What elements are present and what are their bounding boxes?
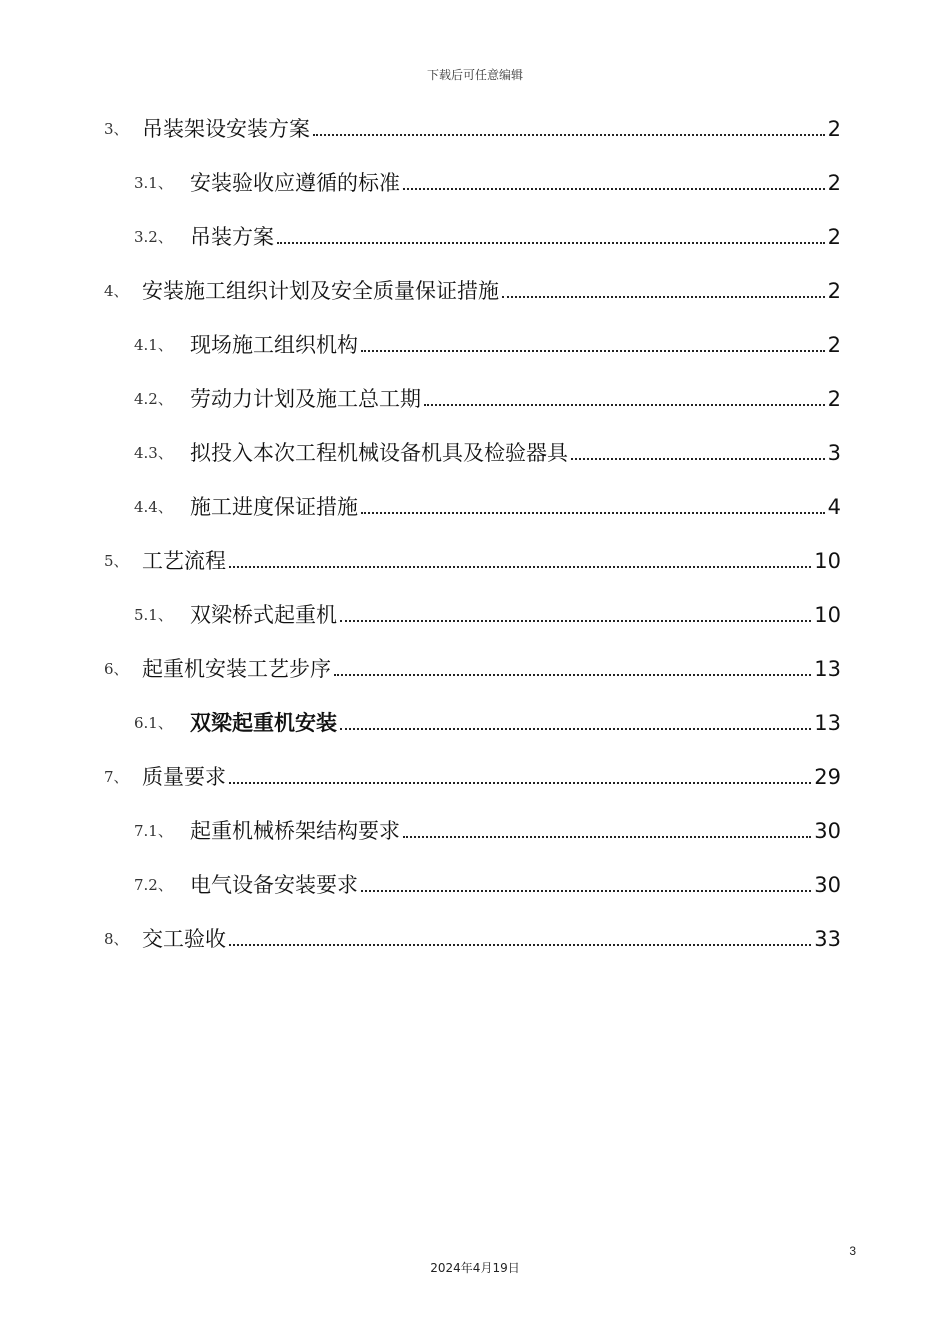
toc-dot-leader	[277, 242, 825, 244]
toc-entry-page: 2	[827, 170, 841, 195]
toc-dot-leader	[313, 134, 825, 136]
toc-entry[interactable]	[0, 912, 950, 966]
toc-entry-title: 吊装方案	[190, 224, 274, 249]
toc-dot-leader	[502, 296, 825, 298]
toc-dot-leader	[361, 350, 825, 352]
toc-dot-leader	[334, 674, 811, 676]
footer-date: 2024年4月19日	[430, 1261, 520, 1275]
toc-entry-page: 30	[814, 818, 841, 843]
toc-entry-page: 4	[827, 494, 841, 519]
toc-entry-number: 8、	[104, 929, 129, 948]
toc-entry-number: 6、	[104, 659, 129, 678]
toc-entry-page: 2	[827, 224, 841, 249]
toc-entry-title: 双梁桥式起重机	[190, 602, 337, 627]
toc-dot-leader	[571, 458, 825, 460]
toc-entry-number: 3.2、	[134, 227, 173, 246]
toc-entry-title: 施工进度保证措施	[190, 494, 358, 519]
toc-entry-number: 4.3、	[134, 443, 173, 462]
toc-entry[interactable]	[0, 318, 950, 372]
toc-entry-page: 29	[814, 764, 841, 789]
toc-entry-number: 4.4、	[134, 497, 173, 516]
toc-entry-title: 安装验收应遵循的标准	[190, 170, 400, 195]
toc-entry[interactable]	[0, 696, 950, 750]
toc-entry[interactable]	[0, 210, 950, 264]
toc-entry-page: 10	[814, 548, 841, 573]
toc-entry[interactable]	[0, 480, 950, 534]
toc-entry-title: 工艺流程	[142, 548, 226, 573]
toc-entry-number: 5.1、	[134, 605, 173, 624]
toc-dot-leader	[229, 782, 811, 784]
toc-entry-page: 33	[814, 926, 841, 951]
toc-entry-title: 吊装架设安装方案	[142, 116, 310, 141]
toc-entry-title: 现场施工组织机构	[190, 332, 358, 357]
toc-entry-number: 4.1、	[134, 335, 173, 354]
toc-entry-page: 3	[827, 440, 841, 465]
toc-entry-title: 质量要求	[142, 764, 226, 789]
toc-entry-page: 13	[814, 710, 841, 735]
toc-entry-title: 安装施工组织计划及安全质量保证措施	[142, 278, 499, 303]
toc-entry[interactable]	[0, 858, 950, 912]
toc-entry-page: 2	[827, 332, 841, 357]
toc-entry[interactable]	[0, 264, 950, 318]
toc-dot-leader	[340, 620, 811, 622]
toc-dot-leader	[229, 944, 811, 946]
toc-entry[interactable]	[0, 534, 950, 588]
toc-entry[interactable]	[0, 642, 950, 696]
toc-entry-number: 7.2、	[134, 875, 173, 894]
page-number: 3	[849, 1244, 856, 1258]
toc-entry-page: 2	[827, 386, 841, 411]
toc-entry-number: 5、	[104, 551, 129, 570]
toc-entry-title: 电气设备安装要求	[190, 872, 358, 897]
toc-entry-title: 交工验收	[142, 926, 226, 951]
toc-entry[interactable]	[0, 750, 950, 804]
toc-entry-title: 拟投入本次工程机械设备机具及检验器具	[190, 440, 568, 465]
toc-entry-number: 7.1、	[134, 821, 173, 840]
toc-entry-page: 2	[827, 116, 841, 141]
toc-entry-number: 4.2、	[134, 389, 173, 408]
toc-dot-leader	[361, 890, 811, 892]
toc-entry-page: 2	[827, 278, 841, 303]
toc-entry-title: 起重机安装工艺步序	[142, 656, 331, 681]
toc-dot-leader	[424, 404, 825, 406]
toc-entry[interactable]	[0, 426, 950, 480]
toc-entry[interactable]	[0, 372, 950, 426]
table-of-contents	[0, 102, 950, 966]
toc-entry-page: 30	[814, 872, 841, 897]
toc-entry-title: 劳动力计划及施工总工期	[190, 386, 421, 411]
toc-entry[interactable]	[0, 588, 950, 642]
toc-entry[interactable]	[0, 102, 950, 156]
toc-entry-number: 4、	[104, 281, 129, 300]
page-header: 下载后可任意编辑	[426, 68, 523, 82]
toc-entry[interactable]	[0, 156, 950, 210]
toc-entry-page: 13	[814, 656, 841, 681]
toc-dot-leader	[361, 512, 825, 514]
toc-entry-page: 10	[814, 602, 841, 627]
toc-dot-leader	[403, 836, 811, 838]
toc-entry-number: 6.1、	[134, 713, 173, 732]
toc-entry[interactable]	[0, 804, 950, 858]
toc-entry-number: 7、	[104, 767, 129, 786]
toc-dot-leader	[403, 188, 825, 190]
toc-dot-leader	[229, 566, 811, 568]
toc-dot-leader	[340, 728, 811, 730]
toc-entry-title: 双梁起重机安装	[190, 710, 337, 735]
toc-entry-number: 3.1、	[134, 173, 173, 192]
toc-entry-title: 起重机械桥架结构要求	[190, 818, 400, 843]
toc-entry-number: 3、	[104, 119, 129, 138]
